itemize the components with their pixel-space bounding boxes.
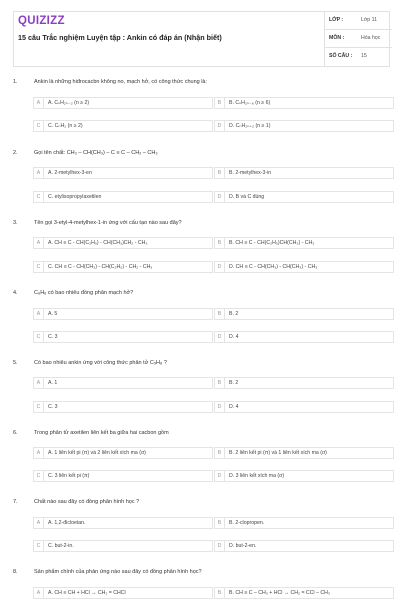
meta-row-grade xyxy=(325,12,392,30)
option-a[interactable] xyxy=(33,167,213,179)
question-number: 2. xyxy=(13,150,18,156)
option-text: B. CH ≡ C – CH₃ + HCl → CH₂ = CCl – CH₃ xyxy=(229,590,330,596)
option-text: D. 3 liên kết xích ma (σ) xyxy=(229,473,285,479)
option-text: B. 2 xyxy=(229,380,239,386)
option-a[interactable] xyxy=(33,308,213,320)
question-number: 4. xyxy=(13,290,18,296)
question-number: 7. xyxy=(13,499,18,505)
question-text: Gọi tên chất: CH₃ – CH(CH₃) – C ≡ C – CH₂ – CH₃ xyxy=(34,150,158,156)
option-text: A. 1 xyxy=(48,380,58,386)
option-letter: D xyxy=(215,121,225,131)
option-text: D. CH ≡ C - CH(CH₃) - CH(CH₃) - CH₃ xyxy=(229,264,318,270)
option-c[interactable] xyxy=(33,191,213,203)
option-text: C. CₙH₂ (n ≥ 2) xyxy=(48,123,83,129)
meta-value: Hóa học xyxy=(361,35,381,41)
option-letter: C xyxy=(34,262,44,272)
option-letter: C xyxy=(34,541,44,551)
meta-value: 15 xyxy=(361,53,367,59)
option-c[interactable] xyxy=(33,120,213,132)
question-text: C₆H₆ có bao nhiêu đồng phân mạch hở? xyxy=(34,290,134,296)
option-text: A. CH ≡ C - CH(C₂H₅) - CH(CH₃)CH₂ - CH₃ xyxy=(48,240,148,246)
meta-row-count xyxy=(325,48,392,66)
option-letter: C xyxy=(34,192,44,202)
option-text: B. 2-metylhex-3-in xyxy=(229,170,272,176)
option-letter: A xyxy=(34,518,44,528)
option-letter: C xyxy=(34,121,44,131)
option-text: B. CₙH₂ₙ₋₆ (n ≥ 6) xyxy=(229,100,271,106)
option-text: A. CₙH₂ₙ₋₂ (n ≥ 2) xyxy=(48,100,90,106)
question-number: 1. xyxy=(13,79,18,85)
option-letter: C xyxy=(34,332,44,342)
option-b[interactable] xyxy=(214,167,394,179)
option-text: C. but-2-in. xyxy=(48,543,74,549)
option-letter: A xyxy=(34,238,44,248)
worksheet-header xyxy=(13,11,390,67)
question-text: Tên gọi 3-etyl-4-metylhex-1-in ứng với cấu tạo nào sau đây? xyxy=(34,220,182,226)
option-letter: D xyxy=(215,471,225,481)
option-letter: B xyxy=(215,238,225,248)
option-d[interactable] xyxy=(214,261,394,273)
option-c[interactable] xyxy=(33,540,213,552)
option-text: B. 2-clopropen. xyxy=(229,520,265,526)
option-text: C. CH ≡ C - CH(CH₃) - CH(C₂H₅) - CH₂ - CH₃ xyxy=(48,264,153,270)
option-text: C. etylisopropylaxetilen xyxy=(48,194,102,200)
meta-key: MÔN : xyxy=(329,35,345,41)
option-text: C. 3 xyxy=(48,334,58,340)
option-b[interactable] xyxy=(214,517,394,529)
option-letter: A xyxy=(34,98,44,108)
option-b[interactable] xyxy=(214,377,394,389)
option-letter: A xyxy=(34,168,44,178)
option-text: A. CH ≡ CH + HCl → CH₂ = CHCl xyxy=(48,590,126,596)
option-letter: A xyxy=(34,378,44,388)
option-c[interactable] xyxy=(33,401,213,413)
option-b[interactable] xyxy=(214,447,394,459)
question-number: 6. xyxy=(13,430,18,436)
option-letter: B xyxy=(215,378,225,388)
option-d[interactable] xyxy=(214,540,394,552)
option-d[interactable] xyxy=(214,470,394,482)
question-number: 8. xyxy=(13,569,18,575)
option-text: B. CH ≡ C - CH(C₂H₅)CH(CH₃) - CH₃ xyxy=(229,240,315,246)
option-text: B. 2 xyxy=(229,311,239,317)
option-letter: D xyxy=(215,402,225,412)
option-text: D. 4 xyxy=(229,404,239,410)
option-letter: B xyxy=(215,448,225,458)
option-letter: D xyxy=(215,192,225,202)
question-text: Ankin là những hiđrocacbn không no, mạch hở, có công thức chung là: xyxy=(34,79,208,85)
option-letter: B xyxy=(215,588,225,598)
meta-row-subject xyxy=(325,30,392,48)
question-text: Trong phân tử axetilen liên kết ba giữa hai cacbon gồm xyxy=(34,430,169,436)
option-a[interactable] xyxy=(33,447,213,459)
meta-key: LỚP : xyxy=(329,17,344,23)
meta-value: Lớp 11 xyxy=(361,17,377,23)
option-d[interactable] xyxy=(214,401,394,413)
question-number: 5. xyxy=(13,360,18,366)
option-text: D. but-2-en. xyxy=(229,543,257,549)
option-text: A. 1,2-đicloetan. xyxy=(48,520,86,526)
option-d[interactable] xyxy=(214,331,394,343)
option-c[interactable] xyxy=(33,331,213,343)
option-letter: B xyxy=(215,309,225,319)
option-letter: D xyxy=(215,541,225,551)
option-text: C. 3 liên kết pi (π) xyxy=(48,473,90,479)
option-letter: C xyxy=(34,402,44,412)
meta-key: SỐ CÂU : xyxy=(329,53,353,59)
option-letter: B xyxy=(215,168,225,178)
option-c[interactable] xyxy=(33,261,213,273)
option-letter: D xyxy=(215,332,225,342)
option-b[interactable] xyxy=(214,97,394,109)
question-text: Chất nào sau đây có đồng phân hình học ? xyxy=(34,499,140,505)
option-a[interactable] xyxy=(33,587,213,599)
option-text: A. 1 liên kết pi (π) và 2 liên kết xích ma (σ) xyxy=(48,450,146,456)
option-text: B. 2 liên kết pi (π) và 1 liên kết xích ma (σ) xyxy=(229,450,327,456)
option-text: A. 2-metylhex-3-en xyxy=(48,170,92,176)
option-letter: A xyxy=(34,588,44,598)
question-text: Có bao nhiêu ankin ứng với công thức phân tử C₅H₈ ? xyxy=(34,360,167,366)
option-text: A. 5 xyxy=(48,311,58,317)
option-text: D. 4 xyxy=(229,334,239,340)
option-letter: D xyxy=(215,262,225,272)
option-a[interactable] xyxy=(33,97,213,109)
option-a[interactable] xyxy=(33,377,213,389)
worksheet-meta xyxy=(324,12,391,66)
option-d[interactable] xyxy=(214,191,394,203)
question-text: Sản phẩm chính của phản ứng nào sau đây có đồng phân hình học? xyxy=(34,569,202,575)
option-text: C. 3 xyxy=(48,404,58,410)
option-letter: A xyxy=(34,448,44,458)
quizizz-logo: QUIZIZZ xyxy=(18,15,65,27)
option-letter: C xyxy=(34,471,44,481)
option-letter: B xyxy=(215,98,225,108)
worksheet-title: 15 câu Trắc nghiệm Luyện tập : Ankin có đáp án (Nhận biết) xyxy=(18,33,222,42)
option-a[interactable] xyxy=(33,237,213,249)
option-d[interactable] xyxy=(214,120,394,132)
option-text: D. B và C đúng xyxy=(229,194,265,200)
option-letter: B xyxy=(215,518,225,528)
option-text: D. CₙH₂ₙ₊₂ (n ≥ 1) xyxy=(229,123,271,129)
option-a[interactable] xyxy=(33,517,213,529)
question-number: 3. xyxy=(13,220,18,226)
option-b[interactable] xyxy=(214,587,394,599)
option-c[interactable] xyxy=(33,470,213,482)
option-b[interactable] xyxy=(214,308,394,320)
option-b[interactable] xyxy=(214,237,394,249)
option-letter: A xyxy=(34,309,44,319)
